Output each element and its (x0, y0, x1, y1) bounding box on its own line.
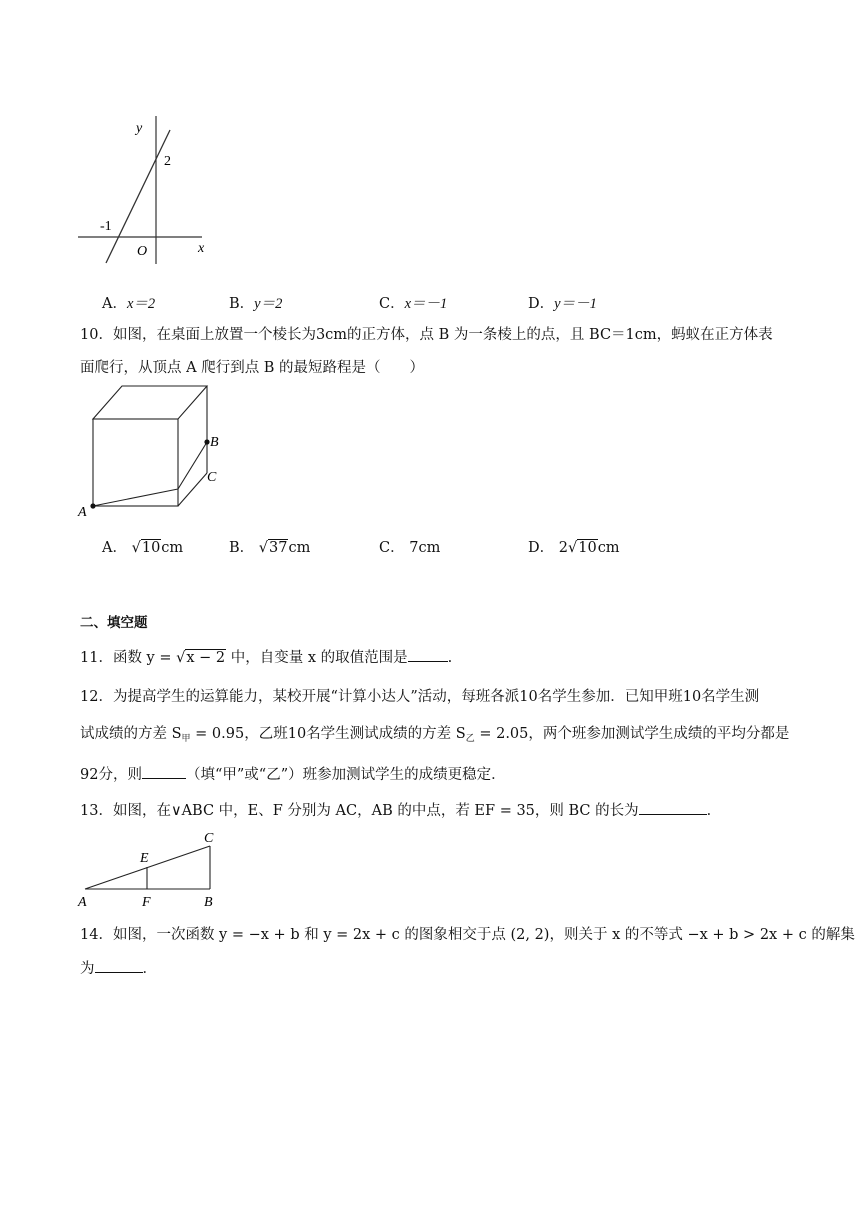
label-a: A (78, 505, 87, 520)
q10-question-line1: 10．如图，在桌面上放置一个棱长为3cm的正方体，点 B 为一条棱上的点，且 BC＝1cm，蚂蚁在正方体表 (80, 327, 773, 343)
q10-question-line2: 面爬行，从顶点 A 爬行到点 B 的最短路程是（ ） (80, 360, 425, 376)
point-a (90, 503, 95, 508)
x-axis-label: x (198, 241, 205, 256)
shortest-path-line (93, 489, 178, 506)
q11-question: 11．函数 y = √x − 2 中，自变量 x 的取值范围是 . (80, 647, 452, 668)
origin-label: O (137, 244, 148, 259)
q10-option-c[interactable]: C． 7cm (379, 540, 441, 556)
q10-cube-figure (74, 380, 234, 520)
q14-answer-blank[interactable] (95, 958, 143, 973)
q12-line3: 92分，则 （填“甲”或“乙”）班参加测试学生的成绩更稳定． (80, 764, 506, 785)
q10-option-a[interactable]: A． √10cm (102, 540, 184, 556)
svg-text:F: F (142, 895, 151, 910)
label-b: B (210, 435, 219, 450)
q9-graph (70, 110, 220, 270)
q12-line1: 12．为提高学生的运算能力，某校开展“计算小达人”活动，每班各派10名学生参加．已知甲班10名学生测 (80, 689, 760, 705)
section-title: 二、填空题 (80, 615, 148, 631)
label-c: C (207, 470, 217, 485)
svg-text:C: C (204, 831, 214, 846)
q13-answer-blank[interactable] (639, 800, 707, 815)
q9-option-a[interactable]: A．x＝2 (102, 296, 156, 312)
q12-line2: 试成绩的方差 $S_甲 = 0.95$，乙班10名学生测试成绩的方差 $S_乙 = 2.05$，两个班参加测试学生成绩的平均分都是 (80, 726, 790, 744)
q13-question: 13．如图，在∨ABC 中，E、F 分别为 AC，AB 的中点，若 EF = 35，则 BC 的长为 ． (80, 800, 721, 821)
q14-line2: 为 ． (80, 958, 157, 979)
q12-answer-blank[interactable] (142, 764, 186, 779)
svg-text:A: A (78, 895, 87, 910)
q14-line1: 14．如图，一次函数 y = −x + b 和 y = 2x + c 的图象相交于点 (2, 2)，则关于 x 的不等式 −x + b > 2x + c 的解集 (80, 927, 855, 943)
y-intercept-label: 2 (164, 154, 171, 169)
x-intercept-label: -1 (100, 219, 112, 234)
q13-triangle-figure (72, 826, 232, 912)
q10-option-b[interactable]: B． √37cm (229, 540, 311, 556)
q9-option-d[interactable]: D．y＝－1 (528, 296, 597, 312)
q9-option-b[interactable]: B．y＝2 (229, 296, 283, 312)
svg-text:E: E (140, 851, 149, 866)
q9-option-c[interactable]: C．x＝－1 (379, 296, 448, 312)
point-b (204, 439, 209, 444)
y-axis-label: y (136, 121, 143, 136)
q11-answer-blank[interactable] (408, 647, 448, 662)
svg-text:B: B (204, 895, 213, 910)
q10-option-d[interactable]: D． 2√10cm (528, 540, 620, 556)
